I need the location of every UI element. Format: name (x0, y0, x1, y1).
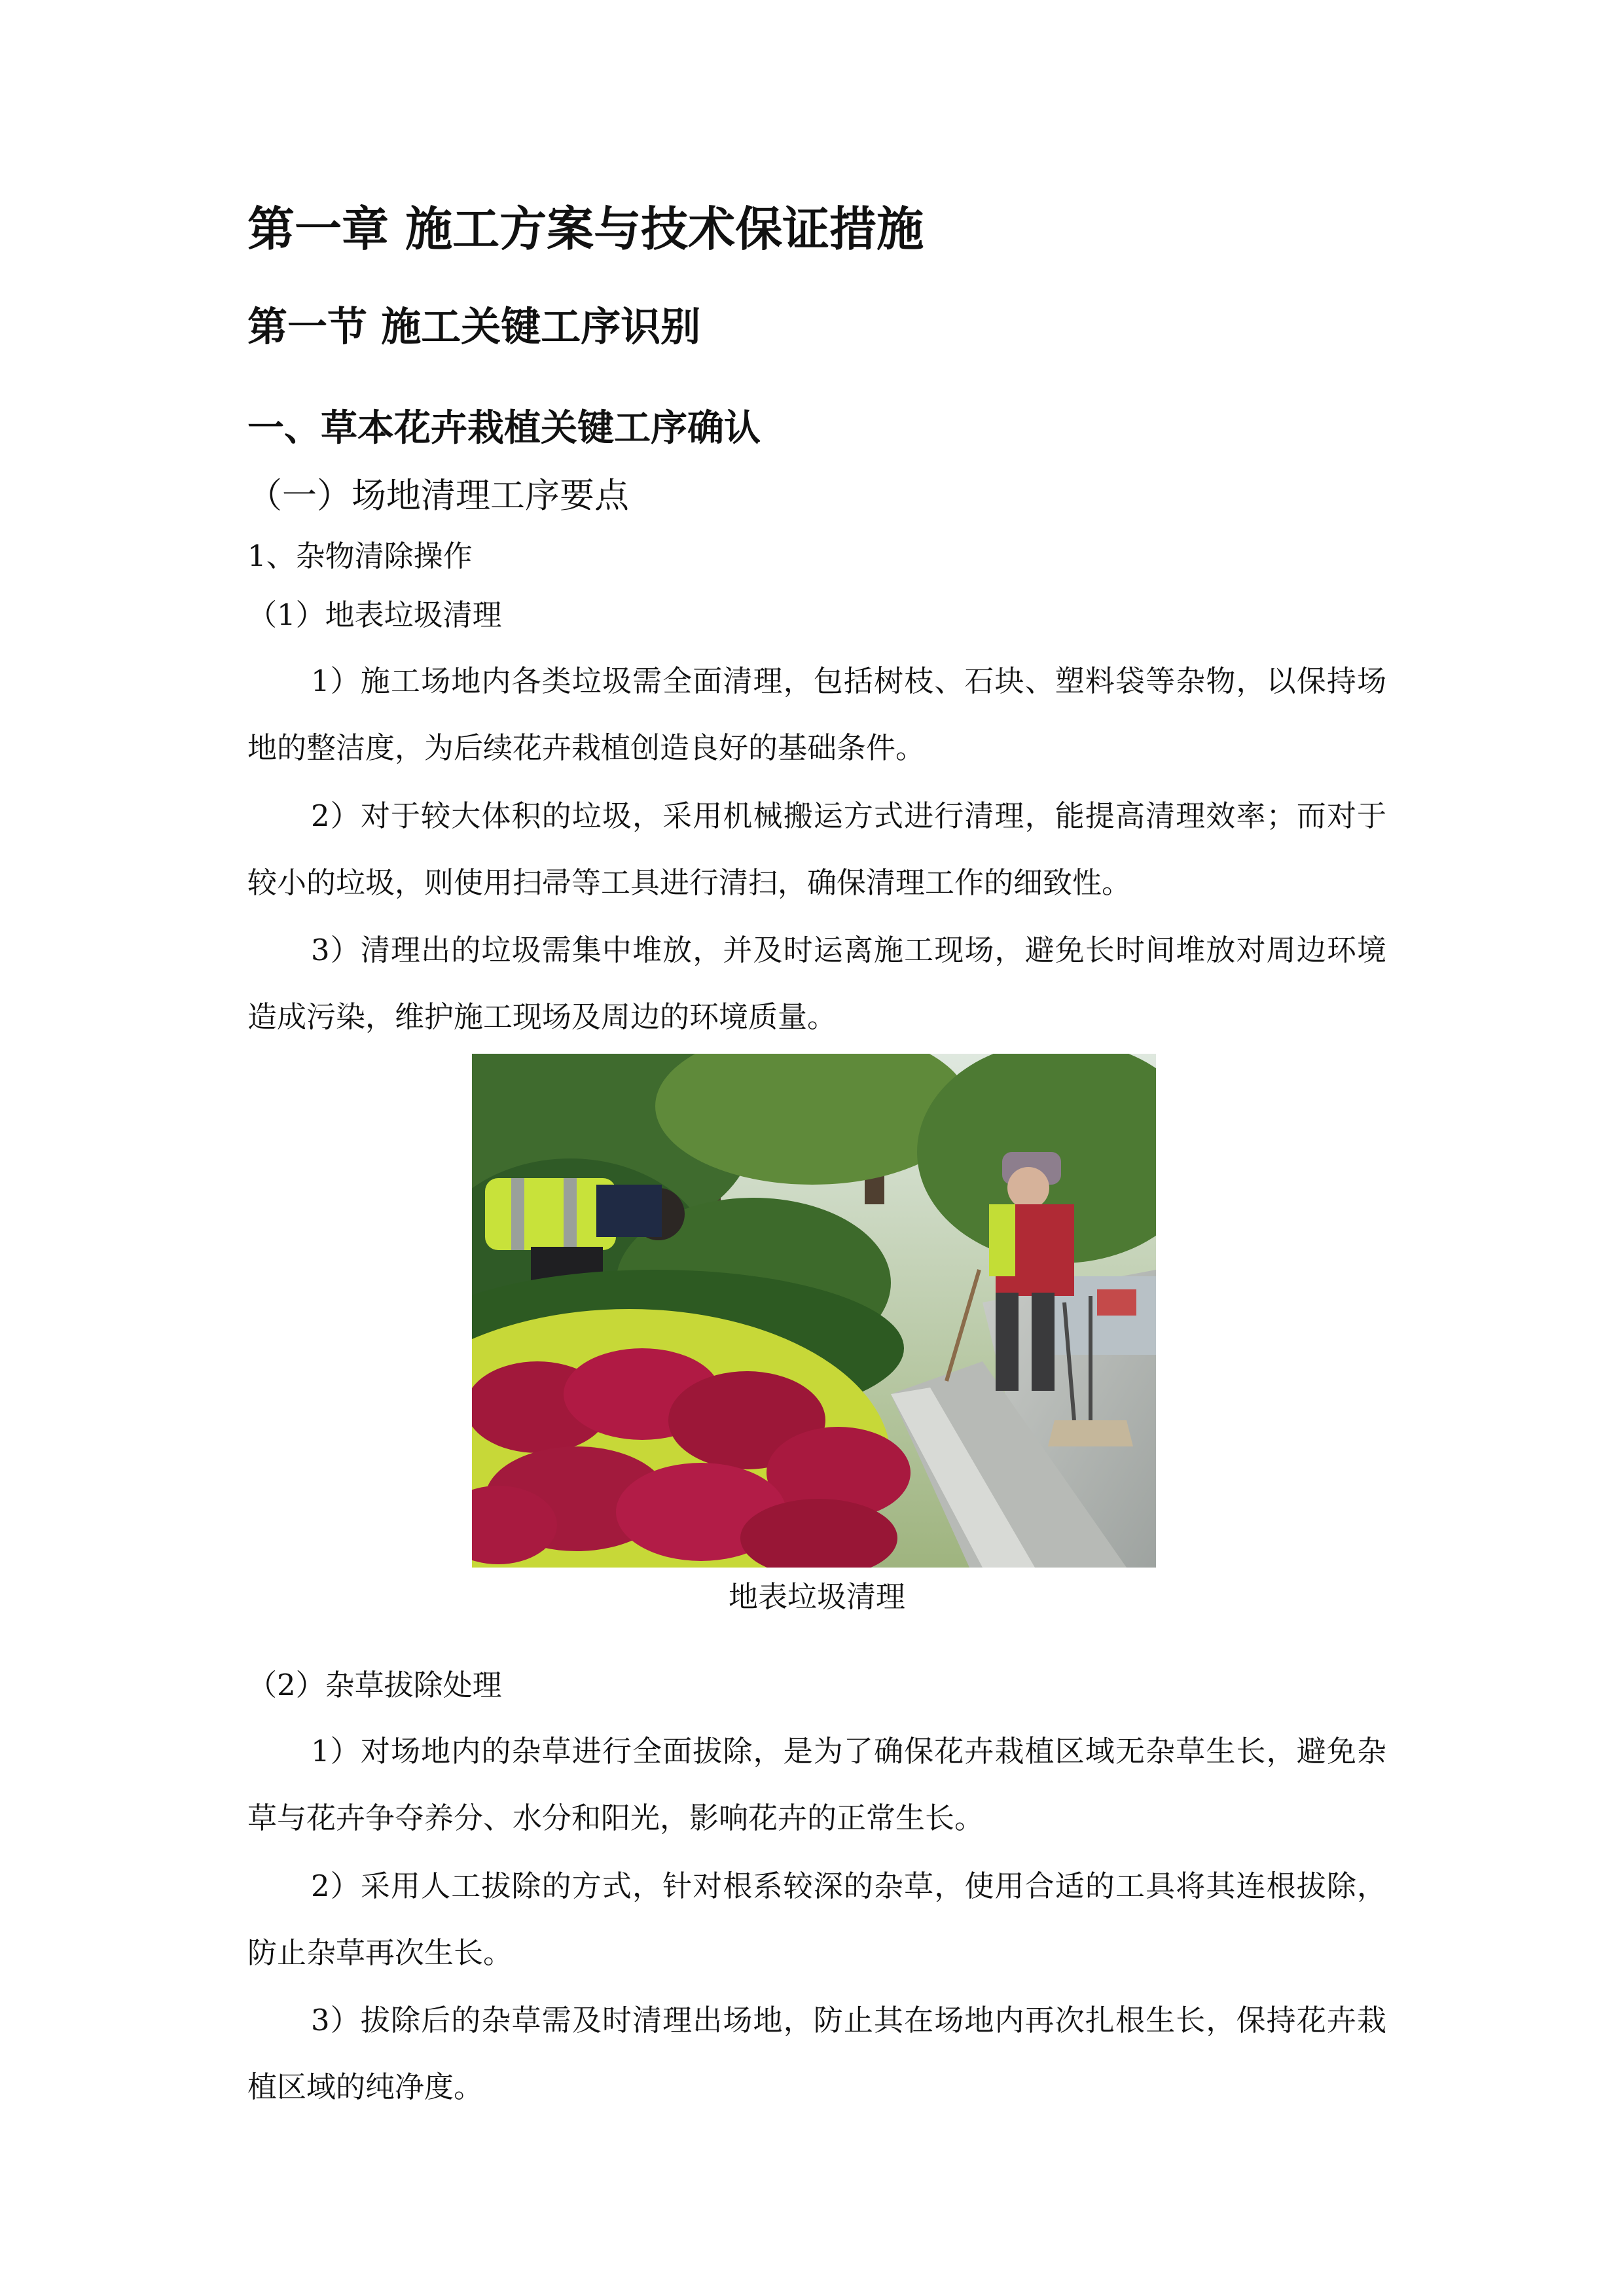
photo-ground-cleaning (472, 1054, 1156, 1568)
item-title: 1、杂物清除操作 (247, 539, 473, 573)
subsection-title: 一、草本花卉栽植关键工序确认 (247, 407, 761, 450)
paragraph: 1）对场地内的杂草进行全面拔除，是为了确保花卉栽植区域无杂草生长，避免杂草与花卉争夺养分、水分和阳光，影响花卉的正常生长。 (247, 1734, 1386, 1835)
part-title: （2）杂草拔除处理 (247, 1668, 502, 1702)
chapter-title: 第一章 施工方案与技术保证措施 (247, 202, 924, 257)
paragraph: 2）对于较大体积的垃圾，采用机械搬运方式进行清理，能提高清理效率；而对于较小的垃圾，则使用扫帚等工具进行清扫，确保清理工作的细致性。 (247, 798, 1386, 900)
part-title: （1）地表垃圾清理 (247, 598, 502, 632)
figure-caption: 地表垃圾清理 (728, 1579, 905, 1614)
section-title: 第一节 施工关键工序识别 (247, 304, 701, 350)
paragraph: 2）采用人工拔除的方式，针对根系较深的杂草，使用合适的工具将其连根拔除，防止杂草再次生长。 (247, 1869, 1386, 1970)
topic-title: （一）场地清理工序要点 (247, 476, 629, 516)
paragraph: 3）清理出的垃圾需集中堆放，并及时运离施工现场，避免长时间堆放对周边环境造成污染，维护施工现场及周边的环境质量。 (247, 933, 1386, 1034)
paragraph: 3）拔除后的杂草需及时清理出场地，防止其在场地内再次扎根生长，保持花卉栽植区域的纯净度。 (247, 2003, 1386, 2104)
paragraph: 1）施工场地内各类垃圾需全面清理，包括树枝、石块、塑料袋等杂物，以保持场地的整洁度，为后续花卉栽植创造良好的基础条件。 (247, 664, 1386, 765)
